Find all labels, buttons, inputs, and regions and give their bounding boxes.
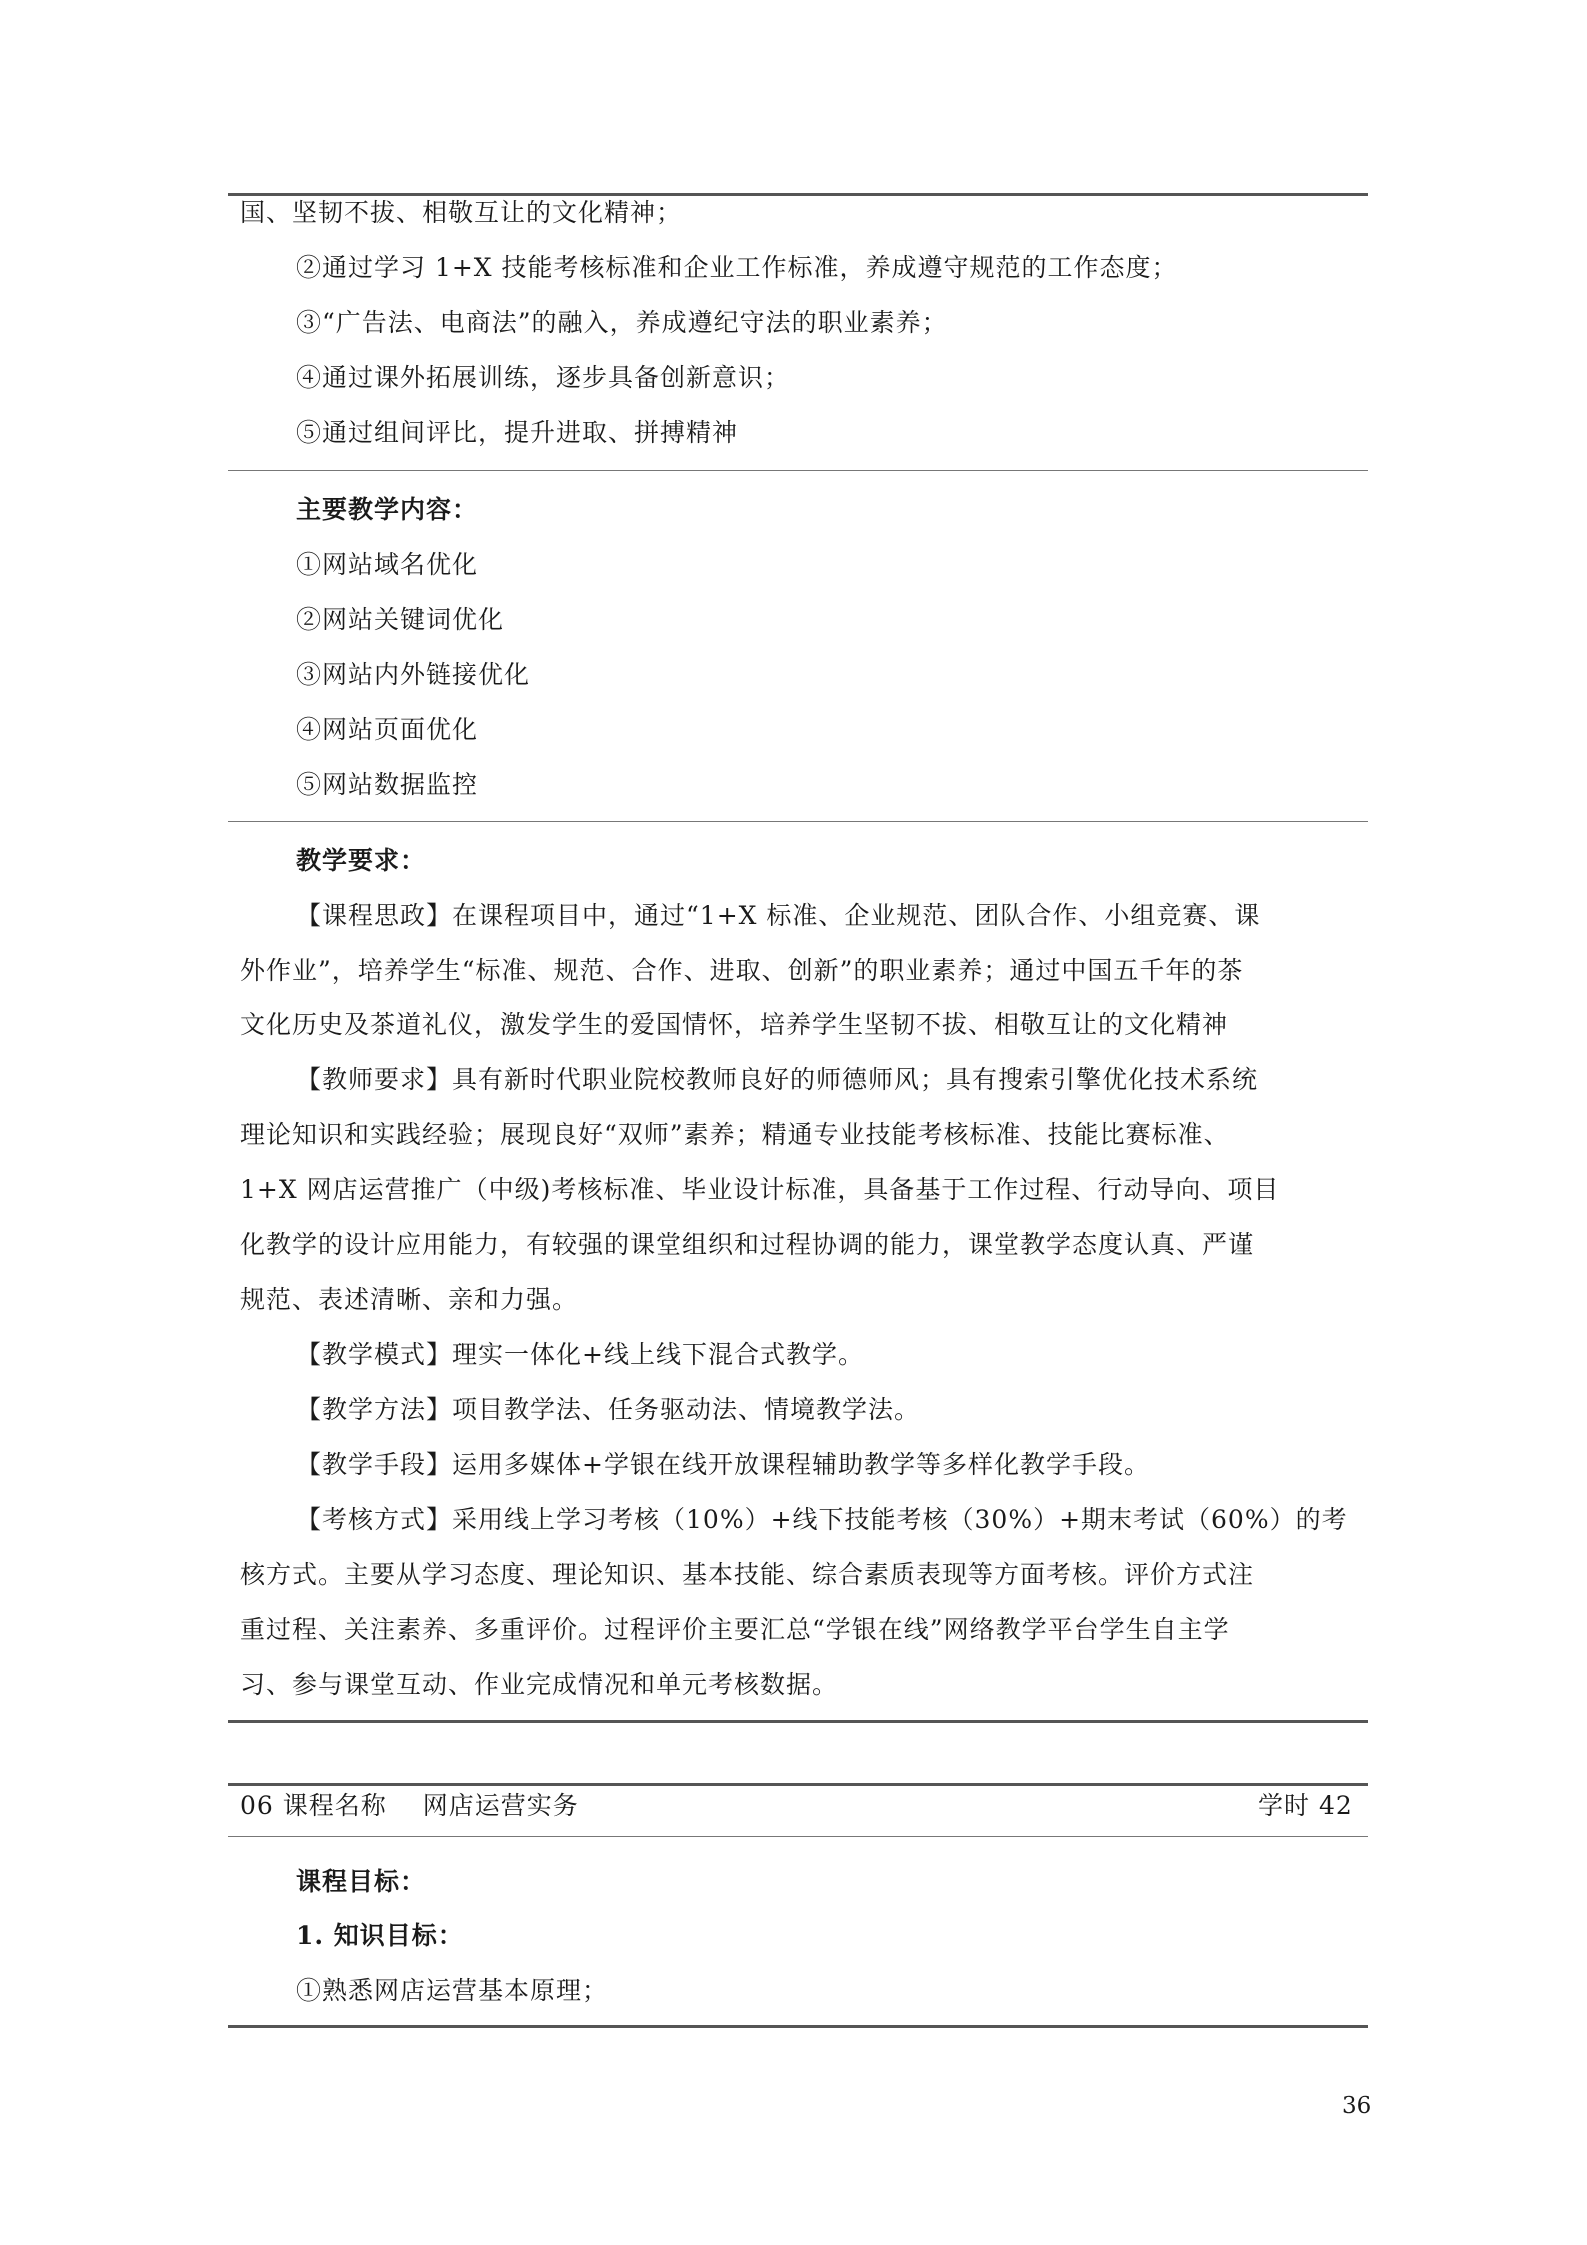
text-line: 化教学的设计应用能力，有较强的课堂组织和过程协调的能力，课堂教学态度认真、严谨 <box>240 1230 1255 1259</box>
table-border-top <box>228 1783 1368 1786</box>
text-line: 1+X 网店运营推广（中级)考核标准、毕业设计标准，具备基于工作过程、行动导向、项目 <box>240 1175 1280 1204</box>
text-line: 重过程、关注素养、多重评价。过程评价主要汇总“学银在线”网络教学平台学生自主学 <box>240 1615 1230 1644</box>
text-line: 【考核方式】采用线上学习考核（10%）+线下技能考核（30%）+期末考试（60%）的考 <box>296 1505 1348 1534</box>
course-title-row <box>240 1791 579 1821</box>
table-border-bottom <box>228 2025 1368 2028</box>
course-code-label: 06 课程名称 <box>240 1791 387 1820</box>
text-line: 【教师要求】具有新时代职业院校教师良好的师德师风；具有搜索引擎优化技术系统 <box>296 1065 1259 1094</box>
text-line: 习、参与课堂互动、作业完成情况和单元考核数据。 <box>240 1670 839 1699</box>
course-hours: 学时 42 <box>1258 1791 1353 1820</box>
list-item: ③网站内外链接优化 <box>296 660 531 689</box>
text-line: ⑤通过组间评比，提升进取、拼搏精神 <box>296 418 739 447</box>
section-divider <box>228 1836 1368 1837</box>
text-line: 理论知识和实践经验；展现良好“双师”素养；精通专业技能考核标准、技能比赛标准、 <box>240 1120 1230 1149</box>
text-line: 外作业”，培养学生“标准、规范、合作、进取、创新”的职业素养；通过中国五千年的茶 <box>240 956 1244 985</box>
list-item: ⑤网站数据监控 <box>296 770 479 799</box>
list-item: ④网站页面优化 <box>296 715 479 744</box>
section-heading-requirements: 教学要求： <box>296 846 427 875</box>
section-divider <box>228 470 1368 471</box>
table-border-top <box>228 193 1368 196</box>
text-line: 国、坚韧不拔、相敬互让的文化精神； <box>240 198 683 227</box>
sub-heading-knowledge: 1. 知识目标： <box>296 1921 464 1950</box>
text-line: 规范、表述清晰、亲和力强。 <box>240 1285 579 1314</box>
text-line: ③“广告法、电商法”的融入，养成遵纪守法的职业素养； <box>296 308 948 337</box>
section-divider <box>228 821 1368 822</box>
page-number: 36 <box>1342 2093 1372 2119</box>
list-item: ①网站域名优化 <box>296 550 479 579</box>
list-item: ①熟悉网店运营基本原理； <box>296 1976 609 2005</box>
section-heading-main-content: 主要教学内容： <box>296 495 479 524</box>
text-line: ④通过课外拓展训练，逐步具备创新意识； <box>296 363 791 392</box>
text-line: 【教学手段】运用多媒体+学银在线开放课程辅助教学等多样化教学手段。 <box>296 1450 1150 1479</box>
text-line: ②通过学习 1+X 技能考核标准和企业工作标准，养成遵守规范的工作态度； <box>296 253 1178 282</box>
text-line: 核方式。主要从学习态度、理论知识、基本技能、综合素质表现等方面考核。评价方式注 <box>240 1560 1255 1589</box>
text-line: 【教学方法】项目教学法、任务驱动法、情境教学法。 <box>296 1395 921 1424</box>
text-line: 文化历史及茶道礼仪，激发学生的爱国情怀，培养学生坚韧不拔、相敬互让的文化精神 <box>240 1010 1229 1039</box>
list-item: ②网站关键词优化 <box>296 605 505 634</box>
table-border-bottom <box>228 1720 1368 1723</box>
course-name: 网店运营实务 <box>422 1791 579 1820</box>
text-line: 【教学模式】理实一体化+线上线下混合式教学。 <box>296 1340 864 1369</box>
section-heading-objectives: 课程目标： <box>296 1867 427 1896</box>
text-line: 【课程思政】在课程项目中，通过“1+X 标准、企业规范、团队合作、小组竞赛、课 <box>296 901 1261 930</box>
